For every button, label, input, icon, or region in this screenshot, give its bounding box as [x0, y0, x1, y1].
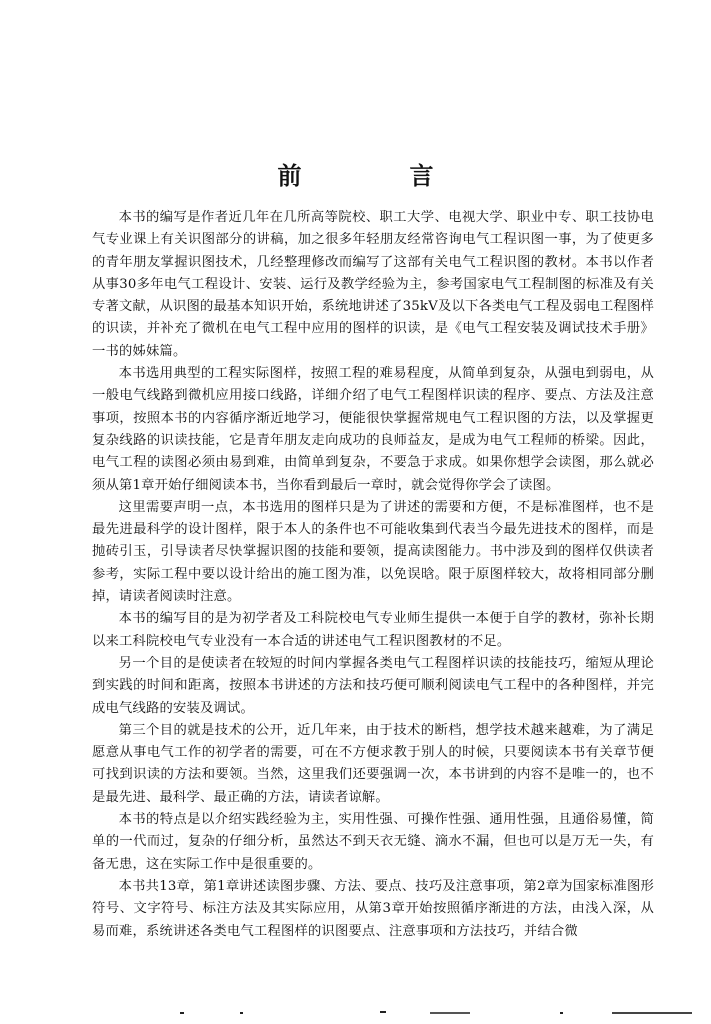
- paragraph-3: 这里需要声明一点，本书选用的图样只是为了讲述的需要和方便，不是标准图样，也不是最先进最科学的设计图样，限于本人的条件也不可能收集到代表当今最先进技术的图样，而是抛砖引玉，引导读者尽快掌握识图的技能和要领，提高读图能力。书中涉及到的图样仅供读者参考，实际工程中要以设计给出的施工图为准，以免误晗。限于原图样较大，故将相同部分删掉，请读者阅读时注意。: [92, 499, 654, 605]
- scan-artifact: [560, 1012, 563, 1014]
- scan-artifact: [380, 1011, 386, 1013]
- paragraph-2: 本书选用典型的工程实际图样，按照工程的难易程度，从简单到复杂，从强电到弱电，从一般电气线路到微机应用接口线路，详细介绍了电气工程图样识读的程序、要点、方法及注意事项，按照本书的内容循序渐近地学习，便能很快掌握常规电气工程识图的方法，以及掌握更复杂线路的识读技能，它是青年朋友走向成功的良师益友，是成为电气工程师的桥梁。因此，电气工程的读图必须由易到难，由简单到复杂，不要急于求成。如果你想学会读图，那么就必须从第1章开始仔细阅读本书，当你看到最后一章时，就会觉得你学会了读图。: [92, 366, 654, 493]
- scan-artifact: [430, 1012, 470, 1014]
- preface-body: [92, 207, 654, 943]
- paragraph-6: 第三个目的就是技术的公开，近几年来，由于技术的断档，想学技术越来越难，为了满足愿意从事电气工作的初学者的需要，可在不方便求教于别人的时候，只要阅读本书有关章节便可找到识读的方法和要领。当然，这里我们还要强调一次，本书讲到的内容不是唯一的，也不是最先进、最科学、最正确的方法，请读者谅解。: [92, 722, 654, 805]
- scan-artifact: [612, 1012, 692, 1014]
- scan-artifact: [180, 1012, 184, 1014]
- paragraph-5: 另一个目的是使读者在较短的时间内掌握各类电气工程图样识读的技能技巧，缩短从理论到实践的时间和距离，按照本书讲述的方法和技巧便可顺利阅读电气工程中的各种图样，并完成电气线路的安装及调试。: [92, 655, 654, 716]
- paragraph-4: 本书的编写目的是为初学者及工科院校电气专业师生提供一本便于自学的教材，弥补长期以来工科院校电气专业没有一本合适的讲述电气工程识图教材的不足。: [92, 611, 654, 649]
- scan-artifact: [240, 1012, 243, 1014]
- paragraph-1: 本书的编写是作者近几年在几所高等院校、职工大学、电视大学、职业中专、职工技协电气专业课上有关识图部分的讲稿，加之很多年轻朋友经常咨询电气工程识图一事，为了使更多的青年朋友掌握识图技术，几经整理修改而编写了这部有关电气工程识图的教材。本书以作者从事30多年电气工程设计、安装、运行及教学经验为主，参考国家电气工程制图的标准及有关专著文献，从识图的最基本知识开始，系统地讲述了35kV及以下各类电气工程及弱电工程图样的识读，并补充了微机在电气工程中应用的图样的识读，是《电气工程安装及调试技术手册》一书的姊妹篇。: [92, 210, 654, 359]
- paragraph-8: 本书共13章，第1章讲述读图步骤、方法、要点、技巧及注意事项，第2章为国家标准图形符号、文字符号、标注方法及其实际应用，从第3章开始按照循序渐进的方法，由浅入深，从易而难，系统讲述各类电气工程图样的识图要点、注意事项和方法技巧，并结合微: [92, 878, 654, 939]
- paragraph-7: 本书的特点是以介绍实践经验为主，实用性强、可操作性强、通用性强，且通俗易懂，简单的一代而过，复杂的仔细分析，虽然达不到天衣无缝、滴水不漏，但也可以是万无一失，有备无患，这在实际工作中是很重要的。: [92, 812, 654, 872]
- page-title: 前 言: [277, 161, 476, 191]
